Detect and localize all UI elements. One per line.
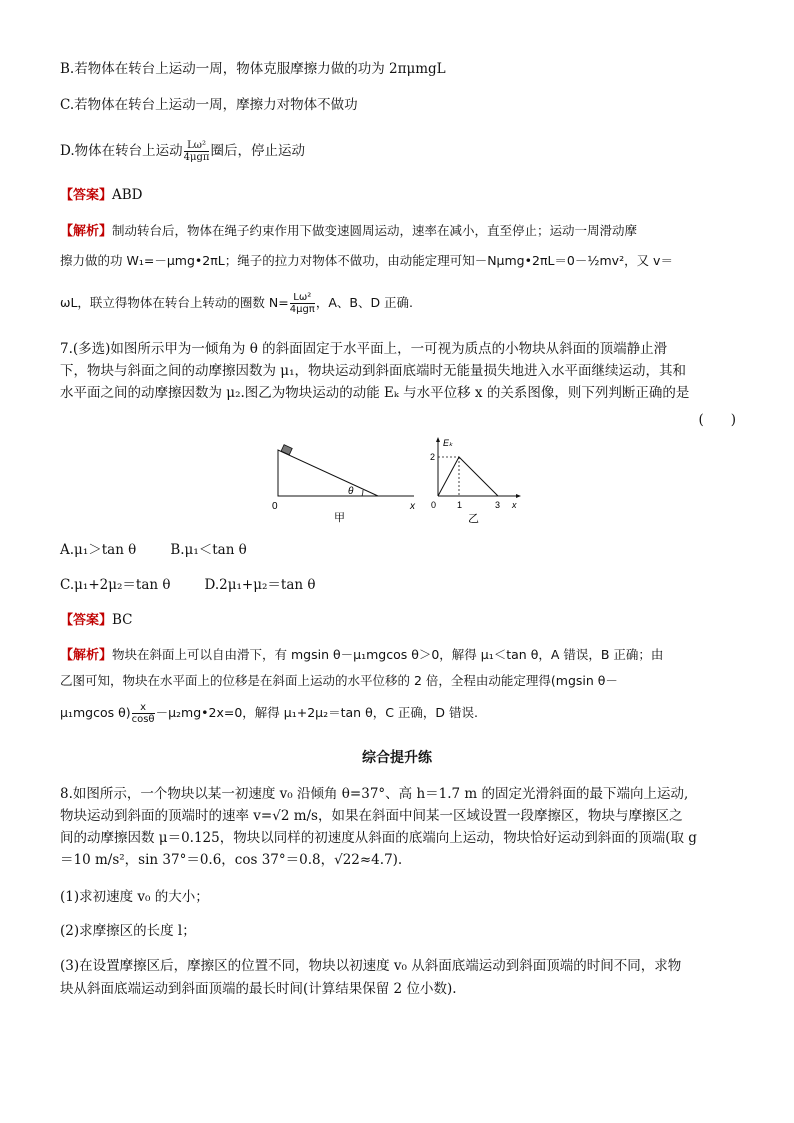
q8-line3: 间的动摩擦因数 μ＝0.125，物块以同样的初速度从斜面的底端向上运动，物块恰好运动到斜面的顶端(取 g (60, 830, 697, 846)
analysis-tag: 【解析】 (60, 224, 113, 239)
x-arrow (516, 494, 521, 498)
answer-q6 (60, 186, 740, 205)
block (281, 445, 292, 455)
answer-tag: 【答案】 (60, 613, 113, 628)
origin-label: 0 (431, 500, 437, 510)
analysis-text: 物块在斜面上可以自由滑下，有 mgsin θ－μ₁mgcos θ＞0，解得 μ₁＜tan θ，A 错误，B 正确；由 (112, 647, 664, 662)
analysis-frac-num: x (132, 702, 155, 714)
option-d-frac-num: Lω² (184, 140, 210, 152)
y2-label: 2 (430, 452, 436, 462)
figure-yi (428, 436, 524, 526)
q7-line2: 下，物块与斜面之间的动摩擦因数为 μ₁，物块运动到斜面底端时无能量损失地进入水平面继续运动，其和 (60, 363, 686, 379)
x-label: x (410, 501, 415, 512)
analysis-line3-pre: ωL，联立得物体在转台上转动的圈数 N= (60, 295, 289, 310)
q7-options-row1 (60, 541, 740, 559)
analysis-text: 制动转台后，物体在绳子约束作用下做变速圆周运动，速率在减小，直至停止；运动一周滑动摩 (112, 223, 638, 238)
answer-text: BC (112, 612, 133, 628)
option-b: B.μ₁＜tan θ (170, 542, 247, 558)
section-title: 综合提升练 (362, 750, 432, 766)
figure-jia (262, 440, 422, 525)
ek-label: Eₖ (443, 438, 453, 448)
q8-sub1: (1)求初速度 v₀ 的大小； (60, 889, 209, 905)
q7-options-row2 (60, 576, 740, 594)
answer-paren: ( ) (698, 412, 736, 428)
answer-text: ABD (112, 187, 143, 203)
analysis-line3-post: －μ₂mg•2x=0，解得 μ₁+2μ₂＝tan θ，C 正确，D 错误. (155, 705, 478, 720)
analysis-frac-den: cosθ (131, 714, 155, 725)
q8-sub2: (2)求摩擦区的长度 l； (60, 923, 196, 939)
option-d-post: 圈后，停止运动 (210, 143, 305, 159)
q8-sub3-line2: 块从斜面底端运动到斜面顶端的最长时间(计算结果保留 2 位小数). (60, 981, 457, 997)
caption-yi: 乙 (468, 513, 479, 525)
analysis-tag: 【解析】 (60, 648, 113, 663)
analysis-q7-line1 (60, 646, 740, 665)
option-b: B.若物体在转台上运动一周，物体克服摩擦力做的功为 2πμmgL (60, 61, 446, 77)
answer-tag: 【答案】 (60, 188, 113, 203)
analysis-q6-line3 (60, 292, 740, 315)
option-d-pre: D.物体在转台上运动 (60, 143, 183, 159)
theta-arc (362, 490, 363, 496)
origin-label: 0 (272, 501, 278, 512)
ek-curve (438, 457, 498, 496)
x1-label: 1 (457, 500, 463, 510)
analysis-q7-line3 (60, 702, 740, 725)
q8-line4: ＝10 m/s²，sin 37°＝0.6，cos 37°＝0.8，√22≈4.7). (60, 852, 403, 868)
analysis-frac-num: Lω² (290, 292, 315, 304)
incline (278, 450, 378, 496)
analysis-line3-pre: μ₁mgcos θ) (60, 705, 131, 720)
analysis-q7-line2: 乙图可知，物块在水平面上的位移是在斜面上运动的水平位移的 2 倍，全程由动能定理得(mgsin θ－ (60, 673, 618, 688)
answer-q7 (60, 611, 740, 630)
q8-line1: 8.如图所示，一个物块以某一初速度 v₀ 沿倾角 θ=37°、高 h＝1.7 m 的固定光滑斜面的最下端向上运动, (60, 786, 689, 802)
q8-sub3-line1: (3)在设置摩擦区后，摩擦区的位置不同，物块以初速度 v₀ 从斜面底端运动到斜面顶端的时间不同，求物 (60, 958, 682, 974)
option-d (60, 140, 740, 163)
caption-jia: 甲 (334, 512, 345, 524)
x3-label: 3 (495, 500, 501, 510)
q7-line3: 水平面之间的动摩擦因数为 μ₂.图乙为物块运动的动能 Eₖ 与水平位移 x 的关系图像，则下列判断正确的是 (60, 385, 690, 401)
x-label: x (512, 500, 517, 510)
option-c: C.若物体在转台上运动一周，摩擦力对物体不做功 (60, 97, 358, 113)
q8-line2: 物块运动到斜面的顶端时的速率 v=√2 m/s，如果在斜面中间某一区域设置一段摩擦区，物块与摩擦区之 (60, 808, 683, 824)
q7-line1: 7.(多选)如图所示甲为一倾角为 θ 的斜面固定于水平面上，一可视为质点的小物块从斜面的顶端静止滑 (60, 341, 668, 357)
y-arrow (436, 437, 440, 442)
analysis-q6-line1 (60, 222, 740, 241)
analysis-q6-line2: 擦力做的功 W₁=－μmg•2πL；绳子的拉力对物体不做功，由动能定理可知－Nμmg•2πL＝0－½mv²，又 v＝ (60, 253, 673, 268)
analysis-line3-post: ，A、B、D 正确. (315, 295, 414, 310)
analysis-frac-den: 4μgπ (289, 304, 315, 315)
option-d: D.2μ₁+μ₂＝tan θ (204, 577, 316, 593)
option-d-frac-den: 4μgπ (183, 152, 210, 163)
theta-label: θ (348, 486, 354, 497)
option-c: C.μ₁+2μ₂＝tan θ (60, 577, 171, 593)
option-a: A.μ₁＞tan θ (60, 542, 137, 558)
